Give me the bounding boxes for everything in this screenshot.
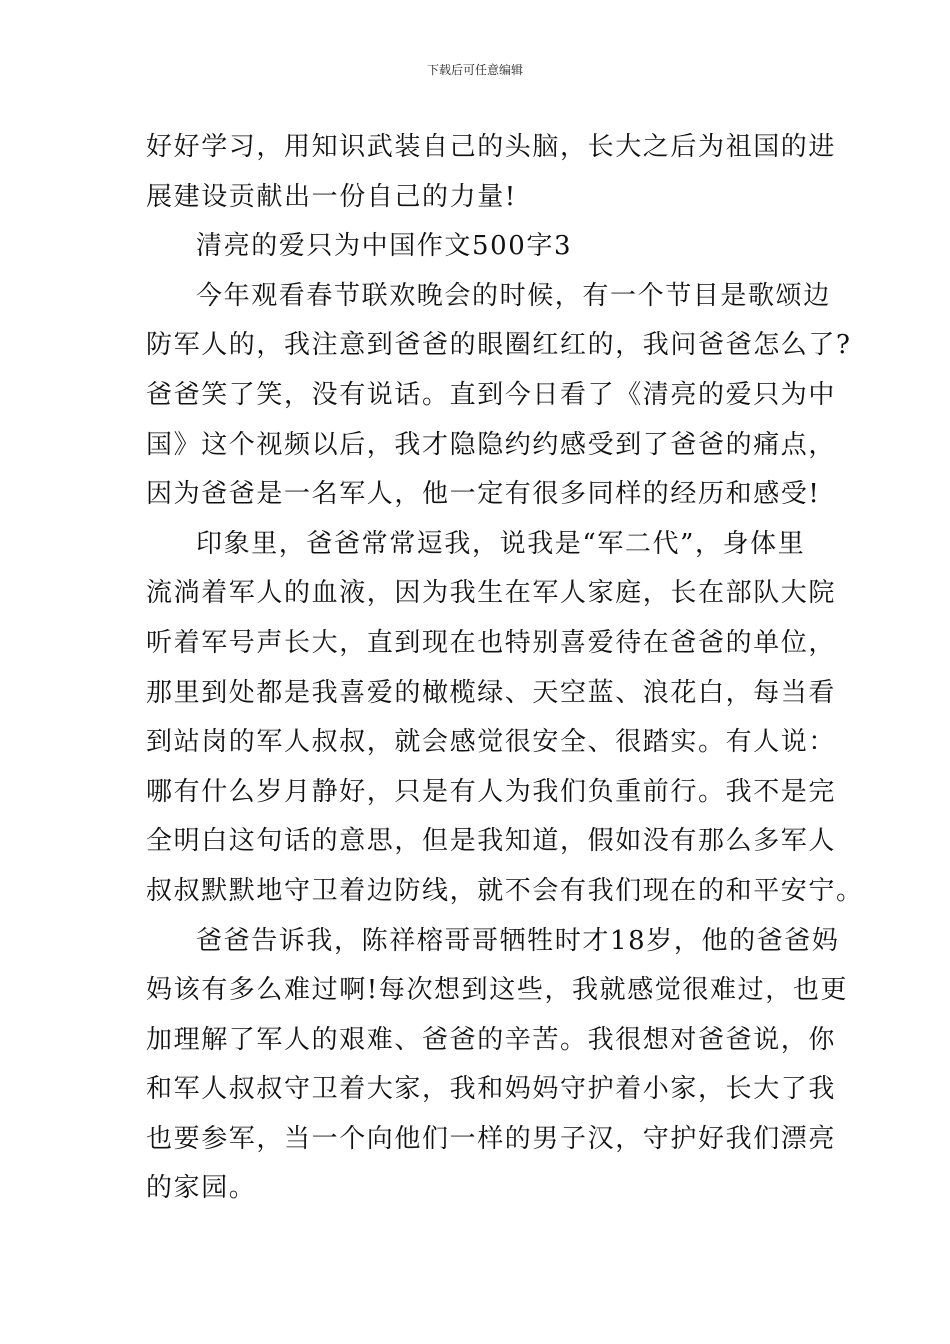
- text-line: 国》这个视频以后，我才隐隐约约感受到了爸爸的痛点，: [146, 429, 837, 460]
- page-header: 下载后可任意编辑: [426, 63, 523, 77]
- text-line: 到站岗的军人叔叔，就会感觉很安全、很踏实。有人说：: [146, 727, 837, 758]
- text-line: 那里到处都是我喜爱的橄榄绿、天空蓝、浪花白，每当看: [146, 677, 837, 708]
- text-line: 和军人叔叔守卫着大家，我和妈妈守护着小家，长大了我: [146, 1074, 837, 1105]
- text-line: 全明白这句话的意思，但是我知道，假如没有那么多军人: [146, 826, 837, 857]
- text-line: 爸爸笑了笑，没有说话。直到今日看了《清亮的爱只为中: [146, 379, 837, 410]
- text-line: 流淌着军人的血液，因为我生在军人家庭，长在部队大院: [146, 578, 837, 609]
- document-body: [146, 123, 864, 1214]
- text-line: 好好学习，用知识武装自己的头脑，长大之后为祖国的进: [146, 132, 837, 162]
- text-line: 因为爸爸是一名军人，他一定有很多同样的经历和感受!: [146, 479, 821, 510]
- text-line: 哪有什么岁月静好，只是有人为我们负重前行。我不是完: [146, 776, 837, 807]
- text-line: 听着军号声长大，直到现在也特别喜爱待在爸爸的单位，: [146, 627, 837, 658]
- text-line: 的家园。: [146, 1173, 257, 1204]
- text-line: 防军人的，我注意到爸爸的眼圈红红的，我问爸爸怎么了?: [146, 330, 852, 361]
- section-title: 清亮的爱只为中国作文500字3: [196, 231, 573, 262]
- text-line: 妈该有多么难过啊!每次想到这些，我就感觉很难过，也更: [146, 975, 849, 1006]
- text-line: 爸爸告诉我，陈祥榕哥哥牺牲时才18岁，他的爸爸妈: [196, 925, 840, 956]
- text-line: 加理解了军人的艰难、爸爸的辛苦。我很想对爸爸说，你: [146, 1024, 837, 1055]
- text-line: 展建设贡献出一份自己的力量!: [146, 181, 517, 212]
- text-line: 叔叔默默地守卫着边防线，就不会有我们现在的和平安宁。: [146, 875, 864, 906]
- text-line: 也要参军，当一个向他们一样的男子汉，守护好我们漂亮: [146, 1123, 837, 1154]
- text-line: 今年观看春节联欢晚会的时候，有一个节目是歌颂边: [196, 280, 831, 311]
- text-line: 印象里，爸爸常常逗我，说我是“军二代”，身体里: [196, 528, 806, 559]
